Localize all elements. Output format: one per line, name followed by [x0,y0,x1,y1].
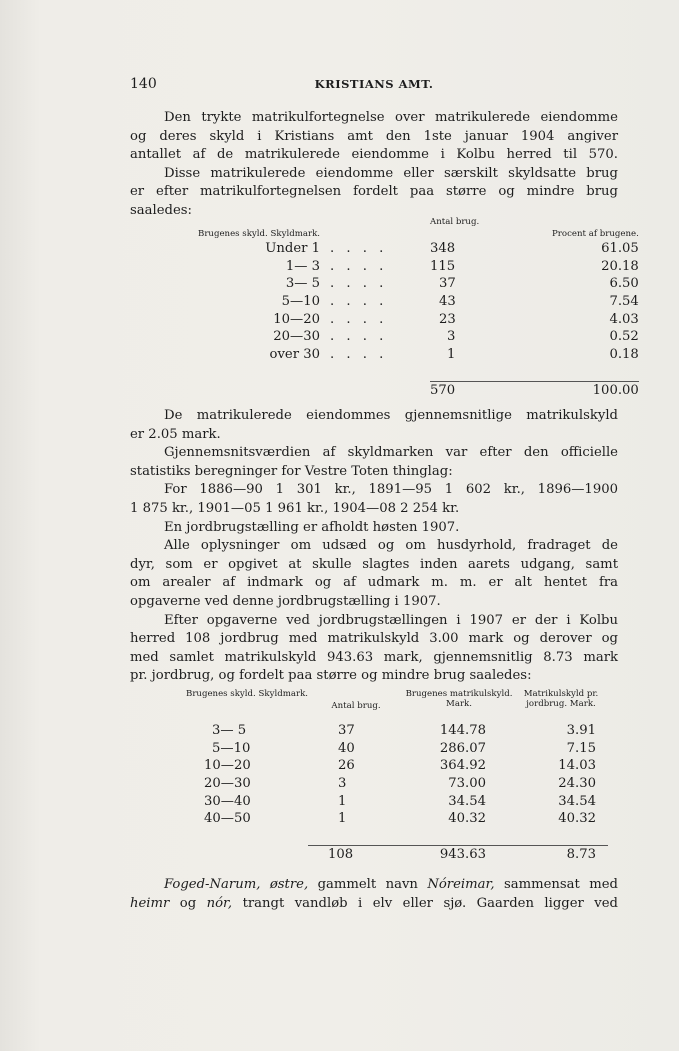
text-line: heimr og nór, trangt vandløb i elv eller sjø. Gaarden ligger ved [130,895,618,911]
text-line: Gjennemsnitsværdien af skyldmarken var efter den officielle [164,445,618,461]
text-line: For 1886—90 1 301 kr., 1891—95 1 602 kr., 1896—1900 [164,482,618,498]
table-row: 40—50 1 40.32 40.32 [204,811,597,827]
text-line: opgaverne ved denne jordbrugstælling i 1907. [130,593,441,609]
text-line: Efter opgaverne ved jordbrugstællingen i 1907 er der i Kolbu [164,612,618,628]
total-skyld: 943.63 [404,846,514,864]
text-line: Disse matrikulerede eiendomme eller særskilt skyldsatte brug [164,165,618,181]
table-total-row [186,846,608,864]
table-row: 30—40 1 34.54 34.54 [204,793,597,809]
farm-name: Foged-Narum, [164,877,261,892]
column-header: Procent af brugene. [552,229,639,240]
text-line: Den trykte matrikulfortegnelse over matrikulerede eiendomme [164,110,618,125]
text-line: dyr, som er opgivet at skulle slagtes inden aarets udgang, samt [130,556,618,572]
table-row: over 30 . . . . 1 0.18 [269,346,639,362]
text-line: En jordbrugstælling er afholdt høsten 1907. [164,519,460,535]
total-farms: 108 [308,846,404,864]
table-row: 5—10 40 286.07 7.15 [212,740,597,756]
farm-skyld-table [186,690,608,864]
page-number: 140 [130,76,157,92]
column-header: Antal brug. [430,217,480,227]
etymology-word: nór, [206,895,233,911]
text-line: 1 875 kr., 1901—05 1 961 kr., 1904—08 2 254 kr. [130,500,460,516]
table-row: 10—20 26 364.92 14.03 [204,758,597,774]
etymology-word: heimr [130,895,170,911]
table-header-row [198,218,639,240]
text-line: statistiks beregninger for Vestre Toten thinglag: [130,463,453,479]
text-line: antallet af de matrikulerede eiendomme i Kolbu herred til 570. [130,147,618,163]
table-row: Under 1 . . . . 348 61.05 [265,241,639,257]
text-line: om arealer af indmark og af udmark m. m. er alt hentet fra [130,575,618,591]
text-line: pr. jordbrug, og fordelt paa større og mindre brug saaledes: [130,668,532,684]
farm-entry-paragraph [130,876,618,913]
text-line: herred 108 jordbrug med matrikulskyld 3.00 mark og derover og [130,631,618,647]
text-line: og deres skyld i Kristians amt den 1ste januar 1904 angiver [130,128,618,144]
text-line: De matrikulerede eiendommes gjennemsnitlige matrikulskyld [164,408,618,423]
average-skyld: 8.73 [514,846,608,864]
farm-suffix: østre, [269,877,309,892]
table-row: 3— 5 . . . . 37 6.50 [285,276,639,292]
table-row: 10—20 . . . . 23 4.03 [273,311,639,327]
running-title: KRISTIANS AMT. [314,77,434,91]
text-line: er efter matrikulfortegnelsen fordelt paa større og mindre brug [130,184,618,200]
table-row: 20—30 . . . . 3 0.52 [273,329,639,345]
column-header: Antal brug. [331,701,381,711]
column-header: Brugenes skyld. Skyldmark. [186,689,309,699]
table-row: 20—30 3 73.00 24.30 [204,776,597,792]
column-header: Brugenes skyld. Skyldmark. [198,229,321,240]
intro-paragraph [130,109,618,221]
page-header [130,76,618,96]
column-header: Matrikulskyld pr. jordbrug. Mark. [523,689,599,709]
table-row: 3— 5 37 144.78 3.91 [212,723,597,739]
old-name: Nóreimar, [427,877,495,892]
table-row: 5—10 . . . . 43 7.54 [281,294,639,310]
text-line: Alle oplysninger om udsæd og om husdyrhold, fradraget de [164,538,618,554]
text-line: er 2.05 mark. [130,426,221,442]
text-line: saaledes: [130,202,192,218]
table-row: 1— 3 . . . . 115 20.18 [285,258,639,274]
total-count: 570 [430,381,552,399]
text-line: med samlet matrikulskyld 943.63 mark, gjennemsnitlig 8.73 mark [130,649,618,665]
table-total-row [198,381,639,399]
text-line: Foged-Narum, østre, gammelt navn Nóreimar, sammensat med [164,877,618,892]
farm-distribution-table [198,218,639,399]
body-paragraphs [130,407,618,686]
table-header-row [186,690,608,722]
column-header: Brugenes matrikulskyld. Mark. [405,689,513,709]
total-percent: 100.00 [552,381,639,399]
